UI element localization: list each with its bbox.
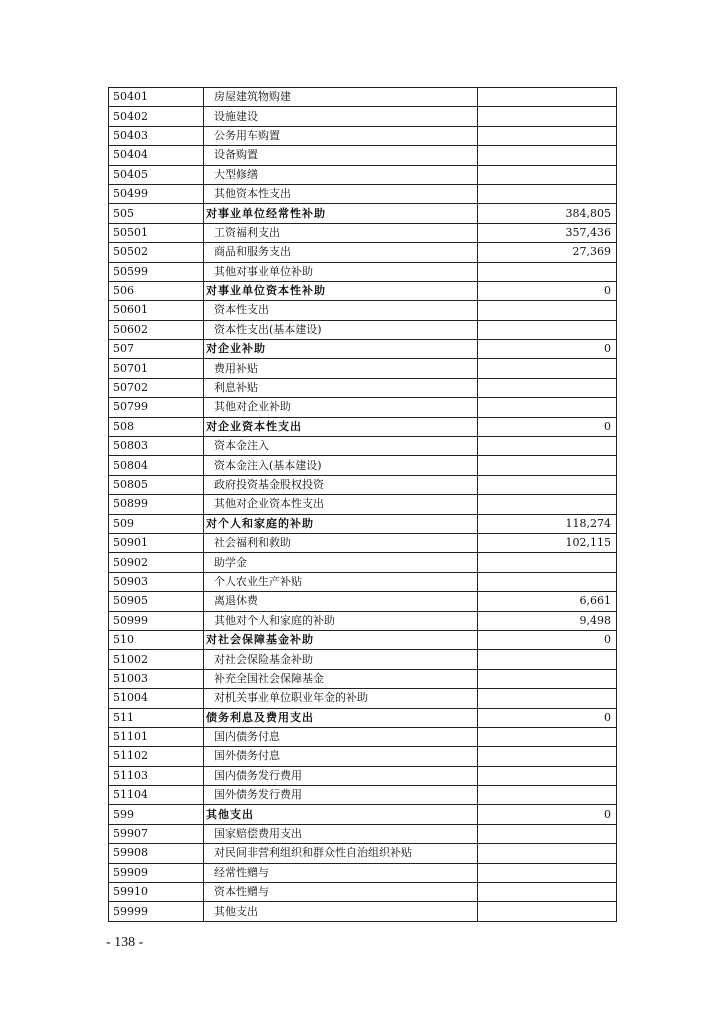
row-code: 50404	[109, 146, 204, 165]
table-row	[109, 437, 617, 456]
row-name: 费用补贴	[204, 359, 478, 378]
row-name: 个人农业生产补贴	[204, 572, 478, 591]
row-code: 51004	[109, 689, 204, 708]
table-row	[109, 320, 617, 339]
row-name: 商品和服务支出	[204, 243, 478, 262]
row-code: 50805	[109, 475, 204, 494]
row-amount: 357,436	[478, 223, 617, 242]
table-row	[109, 824, 617, 843]
row-name: 其他资本性支出	[204, 184, 478, 203]
table-row	[109, 611, 617, 630]
category-row	[109, 630, 617, 649]
table-row	[109, 533, 617, 552]
table-row	[109, 475, 617, 494]
row-code: 50702	[109, 378, 204, 397]
row-name: 资本性支出(基本建设)	[204, 320, 478, 339]
row-amount	[478, 301, 617, 320]
row-name: 国内债务付息	[204, 727, 478, 746]
row-amount	[478, 398, 617, 417]
row-code: 51003	[109, 669, 204, 688]
row-amount	[478, 766, 617, 785]
row-code: 50905	[109, 592, 204, 611]
row-code: 50499	[109, 184, 204, 203]
row-name: 对企业补助	[204, 340, 478, 359]
row-amount	[478, 747, 617, 766]
row-code: 50803	[109, 437, 204, 456]
row-amount	[478, 146, 617, 165]
row-amount	[478, 320, 617, 339]
row-name: 对社会保险基金补助	[204, 650, 478, 669]
table-row	[109, 359, 617, 378]
row-amount: 27,369	[478, 243, 617, 262]
row-code: 50401	[109, 88, 204, 107]
row-amount	[478, 359, 617, 378]
row-name: 设施建设	[204, 107, 478, 126]
row-code: 51101	[109, 727, 204, 746]
row-code: 50999	[109, 611, 204, 630]
category-row	[109, 281, 617, 300]
row-amount	[478, 107, 617, 126]
row-code: 50402	[109, 107, 204, 126]
row-amount	[478, 844, 617, 863]
row-name: 资本性赠与	[204, 883, 478, 902]
row-code: 59908	[109, 844, 204, 863]
row-amount	[478, 572, 617, 591]
row-amount	[478, 786, 617, 805]
row-name: 其他对企业补助	[204, 398, 478, 417]
row-amount: 0	[478, 281, 617, 300]
row-code: 509	[109, 514, 204, 533]
row-name: 对个人和家庭的补助	[204, 514, 478, 533]
row-code: 50701	[109, 359, 204, 378]
row-code: 508	[109, 417, 204, 436]
table-row	[109, 553, 617, 572]
row-name: 国家赔偿费用支出	[204, 824, 478, 843]
row-amount	[478, 378, 617, 397]
table-row	[109, 378, 617, 397]
row-amount	[478, 475, 617, 494]
table-row	[109, 592, 617, 611]
row-code: 50903	[109, 572, 204, 591]
table-row	[109, 495, 617, 514]
row-name: 资本性支出	[204, 301, 478, 320]
row-code: 50602	[109, 320, 204, 339]
row-code: 50902	[109, 553, 204, 572]
table-row	[109, 883, 617, 902]
row-code: 507	[109, 340, 204, 359]
row-amount	[478, 863, 617, 882]
row-amount	[478, 824, 617, 843]
row-name: 补充全国社会保障基金	[204, 669, 478, 688]
table-row	[109, 184, 617, 203]
table-row	[109, 902, 617, 921]
row-code: 59910	[109, 883, 204, 902]
table-row	[109, 146, 617, 165]
table-row	[109, 844, 617, 863]
table-row	[109, 669, 617, 688]
table-body	[109, 88, 617, 922]
row-amount	[478, 165, 617, 184]
row-amount: 0	[478, 340, 617, 359]
row-name: 房屋建筑物购建	[204, 88, 478, 107]
row-name: 政府投资基金股权投资	[204, 475, 478, 494]
row-name: 对企业资本性支出	[204, 417, 478, 436]
table-row	[109, 126, 617, 145]
row-code: 51002	[109, 650, 204, 669]
row-name: 对民间非营利组织和群众性自治组织补贴	[204, 844, 478, 863]
row-name: 其他对企业资本性支出	[204, 495, 478, 514]
row-name: 大型修缮	[204, 165, 478, 184]
row-amount	[478, 669, 617, 688]
row-amount	[478, 437, 617, 456]
row-amount: 0	[478, 708, 617, 727]
row-name: 对事业单位资本性补助	[204, 281, 478, 300]
row-amount	[478, 262, 617, 281]
row-code: 50403	[109, 126, 204, 145]
table-row	[109, 650, 617, 669]
row-code: 50599	[109, 262, 204, 281]
row-code: 50601	[109, 301, 204, 320]
row-name: 资本金注入(基本建设)	[204, 456, 478, 475]
row-amount	[478, 184, 617, 203]
row-code: 59909	[109, 863, 204, 882]
table-row	[109, 88, 617, 107]
row-name: 其他对事业单位补助	[204, 262, 478, 281]
category-row	[109, 708, 617, 727]
table-row	[109, 689, 617, 708]
row-code: 505	[109, 204, 204, 223]
table-row	[109, 243, 617, 262]
row-amount: 118,274	[478, 514, 617, 533]
row-code: 50405	[109, 165, 204, 184]
table-row	[109, 863, 617, 882]
row-amount: 9,498	[478, 611, 617, 630]
row-amount	[478, 495, 617, 514]
row-name: 其他支出	[204, 902, 478, 921]
row-amount	[478, 456, 617, 475]
row-name: 利息补贴	[204, 378, 478, 397]
row-code: 51103	[109, 766, 204, 785]
row-name: 资本金注入	[204, 437, 478, 456]
category-row	[109, 340, 617, 359]
row-name: 国外债务付息	[204, 747, 478, 766]
row-code: 51102	[109, 747, 204, 766]
row-code: 599	[109, 805, 204, 824]
table-row	[109, 262, 617, 281]
row-amount	[478, 88, 617, 107]
row-code: 50799	[109, 398, 204, 417]
row-name: 债务利息及费用支出	[204, 708, 478, 727]
row-amount	[478, 727, 617, 746]
table-row	[109, 107, 617, 126]
row-code: 510	[109, 630, 204, 649]
row-code: 50501	[109, 223, 204, 242]
table-row	[109, 572, 617, 591]
budget-table	[108, 87, 617, 922]
row-name: 社会福利和救助	[204, 533, 478, 552]
row-amount	[478, 553, 617, 572]
row-name: 公务用车购置	[204, 126, 478, 145]
category-row	[109, 805, 617, 824]
table-row	[109, 223, 617, 242]
row-code: 59999	[109, 902, 204, 921]
row-code: 51104	[109, 786, 204, 805]
row-name: 离退休费	[204, 592, 478, 611]
row-name: 对社会保障基金补助	[204, 630, 478, 649]
row-name: 设备购置	[204, 146, 478, 165]
row-code: 50899	[109, 495, 204, 514]
row-code: 50502	[109, 243, 204, 262]
table-row	[109, 398, 617, 417]
category-row	[109, 514, 617, 533]
row-name: 其他对个人和家庭的补助	[204, 611, 478, 630]
row-amount: 0	[478, 630, 617, 649]
row-code: 511	[109, 708, 204, 727]
row-code: 59907	[109, 824, 204, 843]
row-name: 其他支出	[204, 805, 478, 824]
category-row	[109, 204, 617, 223]
row-code: 50804	[109, 456, 204, 475]
row-amount	[478, 902, 617, 921]
table-row	[109, 786, 617, 805]
row-amount: 384,805	[478, 204, 617, 223]
row-name: 对机关事业单位职业年金的补助	[204, 689, 478, 708]
row-amount	[478, 689, 617, 708]
row-amount	[478, 126, 617, 145]
row-name: 经常性赠与	[204, 863, 478, 882]
table-row	[109, 456, 617, 475]
page-number: - 138 -	[106, 935, 144, 950]
row-code: 50901	[109, 533, 204, 552]
row-name: 国内债务发行费用	[204, 766, 478, 785]
row-name: 工资福利支出	[204, 223, 478, 242]
row-code: 506	[109, 281, 204, 300]
row-name: 对事业单位经常性补助	[204, 204, 478, 223]
row-amount	[478, 883, 617, 902]
row-name: 国外债务发行费用	[204, 786, 478, 805]
row-amount: 0	[478, 417, 617, 436]
category-row	[109, 417, 617, 436]
row-amount: 102,115	[478, 533, 617, 552]
table-row	[109, 301, 617, 320]
table-row	[109, 727, 617, 746]
table-row	[109, 165, 617, 184]
row-name: 助学金	[204, 553, 478, 572]
table-row	[109, 766, 617, 785]
table-row	[109, 747, 617, 766]
row-amount	[478, 650, 617, 669]
row-amount: 6,661	[478, 592, 617, 611]
row-amount: 0	[478, 805, 617, 824]
